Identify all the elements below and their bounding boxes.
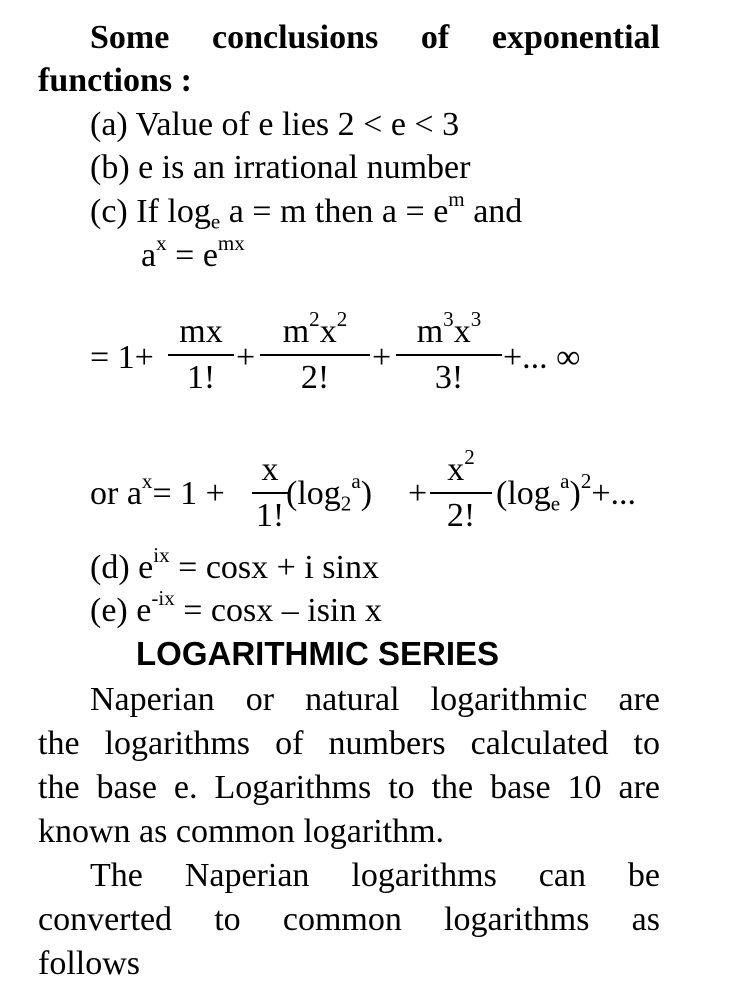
item-c-prefix: (c) If log <box>90 193 211 230</box>
c2-exp-mx: mx <box>217 231 245 256</box>
item-e-rest: = cosx – isin x <box>174 592 382 629</box>
item-e-prefix: (e) e <box>90 592 152 629</box>
series2-tail <box>496 469 637 516</box>
item-c-mid: a = m then a = e <box>220 193 449 230</box>
paragraph-2 <box>38 854 660 986</box>
series1-frac3 <box>396 307 502 398</box>
p2-line-2: converted to common logarithms as <box>38 901 660 938</box>
p1-line-3: the base e. Logarithms to the base 10 are <box>38 769 660 806</box>
c2-base: a <box>141 237 157 274</box>
series1-plus1: + <box>236 339 256 376</box>
paragraph-1 <box>38 678 660 854</box>
s2-or: or a <box>90 475 142 512</box>
s2-tail-end: +... <box>591 475 637 512</box>
s2-log-arg: a <box>351 469 361 494</box>
frac1-num: mx <box>179 313 223 350</box>
c2-eq: = e <box>166 237 218 274</box>
series1-frac1 <box>168 312 234 398</box>
item-c-line2 <box>141 231 245 276</box>
item-d-prefix: (d) e <box>90 549 154 586</box>
s2-log-close: ) <box>360 475 373 512</box>
s2-tail-arg: a <box>560 469 570 494</box>
logarithmic-series-heading: LOGARITHMIC SERIES <box>136 635 500 672</box>
item-e-exp: -ix <box>151 586 175 611</box>
frac2-den: 2! <box>300 359 330 396</box>
series2-plus: + <box>408 475 428 512</box>
section-title-line1: Some conclusions of exponential <box>90 19 660 56</box>
p2-line-1: The Naperian logarithms can be <box>90 857 660 894</box>
s2-eq: = 1 + <box>152 475 225 512</box>
s2-log: (log <box>286 475 341 512</box>
s2-tail-close: ) <box>569 475 581 512</box>
item-c <box>90 187 523 234</box>
c2-exp-x: x <box>156 231 167 256</box>
item-d-rest: = cosx + i sinx <box>169 549 379 586</box>
p2-line-3: follows <box>38 945 140 982</box>
item-b: (b) e is an irrational number <box>90 149 471 186</box>
s2-frac1-num: x <box>261 451 279 488</box>
item-d <box>90 543 379 588</box>
item-e <box>90 586 382 631</box>
s2-tail-base: e <box>550 491 561 516</box>
p1-line-4: known as common logarithm. <box>38 813 445 850</box>
s2-frac1-den: 1! <box>255 497 285 534</box>
s2-tail-exp: 2 <box>580 469 592 494</box>
frac3-den: 3! <box>434 359 464 396</box>
s2-frac2-bar <box>430 492 492 494</box>
item-a: (a) Value of e lies 2 < e < 3 <box>90 106 460 143</box>
s2-frac2-num: $x^2$ <box>447 445 475 488</box>
series2-log <box>286 469 373 516</box>
series1-frac2 <box>260 307 370 398</box>
p1-line-1: Naperian or natural logarithmic are <box>90 681 660 718</box>
s2-tail-log: (log <box>496 475 551 512</box>
series2-frac2 <box>430 434 492 536</box>
frac1-bar <box>168 354 234 356</box>
s2-frac1-bar <box>252 492 288 494</box>
s2-frac2-den: 2! <box>446 497 476 534</box>
series2-lead <box>90 469 225 514</box>
item-c-log-base: e <box>210 209 221 234</box>
frac3-num: $m^3x^3$ <box>416 307 482 350</box>
item-c-exponent: m <box>448 187 465 212</box>
item-c-end: and <box>464 193 523 230</box>
series2-frac1 <box>252 450 288 536</box>
frac2-num: $m^2x^2$ <box>282 307 348 350</box>
frac2-bar <box>260 354 370 356</box>
section-title-line2: functions : <box>38 62 192 99</box>
series1-tail: +... ∞ <box>503 339 581 376</box>
frac1-den: 1! <box>186 359 216 396</box>
series1-plus2: + <box>372 339 392 376</box>
series1-lead: = 1+ <box>90 339 154 376</box>
item-d-exp: ix <box>153 543 170 568</box>
p1-line-2: the logarithms of numbers calculated to <box>38 725 660 762</box>
s2-log-base: 2 <box>340 491 352 516</box>
s2-exp-x: x <box>141 469 153 494</box>
frac3-bar <box>396 354 502 356</box>
